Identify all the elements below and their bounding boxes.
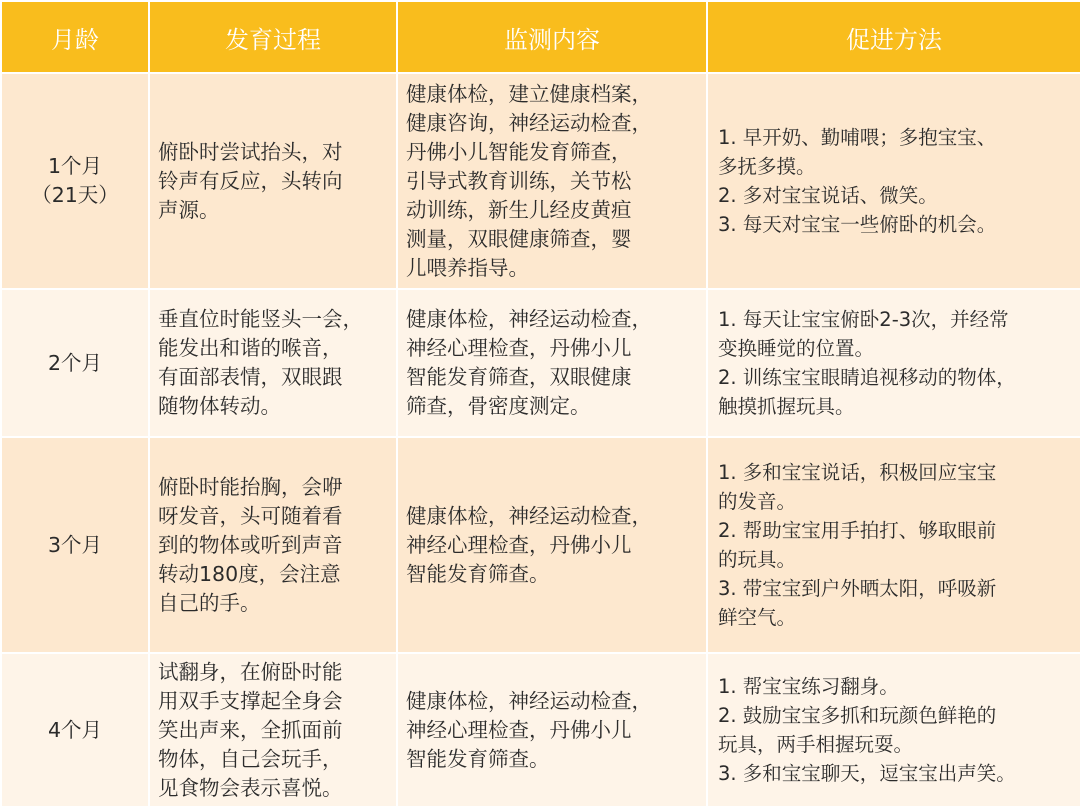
table-row: [1, 289, 1080, 437]
methods-cell: 1. 多和宝宝说话，积极回应宝宝 的发音。 2. 帮助宝宝用手拍打、够取眼前 的玩具。 3. 带宝宝到户外晒太阳，呼吸新 鲜空气。: [707, 437, 1080, 653]
table-row: [1, 437, 1080, 653]
development-cell: 俯卧时尝试抬头，对 铃声有反应，头转向 声源。: [149, 73, 397, 289]
development-cell: 试翻身，在俯卧时能 用双手支撑起全身会 笑出声来，全抓面前 物体，自己会玩手， 见食物会表示喜悦。: [149, 653, 397, 807]
monitoring-cell: 健康体检，建立健康档案， 健康咨询，神经运动检查， 丹佛小儿智能发育筛查， 引导式教育训练，关节松 动训练，新生儿经皮黄疸 测量，双眼健康筛查，婴 儿喂养指导。: [397, 73, 707, 289]
table-row: [1, 653, 1080, 807]
development-cell: 垂直位时能竖头一会， 能发出和谐的喉音， 有面部表情，双眼跟 随物体转动。: [149, 289, 397, 437]
header-row: [1, 1, 1080, 73]
header-methods: 促进方法: [707, 1, 1080, 73]
development-cell: 俯卧时能抬胸，会咿 呀发音，头可随着看 到的物体或听到声音 转动180度，会注意 自己的手。: [149, 437, 397, 653]
monitoring-cell: 健康体检，神经运动检查， 神经心理检查，丹佛小儿 智能发育筛查，双眼健康 筛查，骨密度测定。: [397, 289, 707, 437]
age-cell: 4个月: [1, 653, 149, 807]
age-cell: 3个月: [1, 437, 149, 653]
methods-cell: 1. 帮宝宝练习翻身。 2. 鼓励宝宝多抓和玩颜色鲜艳的 玩具，两手相握玩耍。 3. 多和宝宝聊天，逗宝宝出声笑。: [707, 653, 1080, 807]
age-cell: 2个月: [1, 289, 149, 437]
header-development: 发育过程: [149, 1, 397, 73]
methods-cell: 1. 每天让宝宝俯卧2-3次，并经常 变换睡觉的位置。 2. 训练宝宝眼睛追视移动的物体， 触摸抓握玩具。: [707, 289, 1080, 437]
methods-cell: 1. 早开奶、勤哺喂；多抱宝宝、 多抚多摸。 2. 多对宝宝说话、微笑。 3. 每天对宝宝一些俯卧的机会。: [707, 73, 1080, 289]
table-row: [1, 73, 1080, 289]
header-monitoring: 监测内容: [397, 1, 707, 73]
monitoring-cell: 健康体检，神经运动检查， 神经心理检查，丹佛小儿 智能发育筛查。: [397, 653, 707, 807]
age-cell: 1个月 （21天）: [1, 73, 149, 289]
monitoring-cell: 健康体检，神经运动检查， 神经心理检查，丹佛小儿 智能发育筛查。: [397, 437, 707, 653]
header-age: 月龄: [1, 1, 149, 73]
